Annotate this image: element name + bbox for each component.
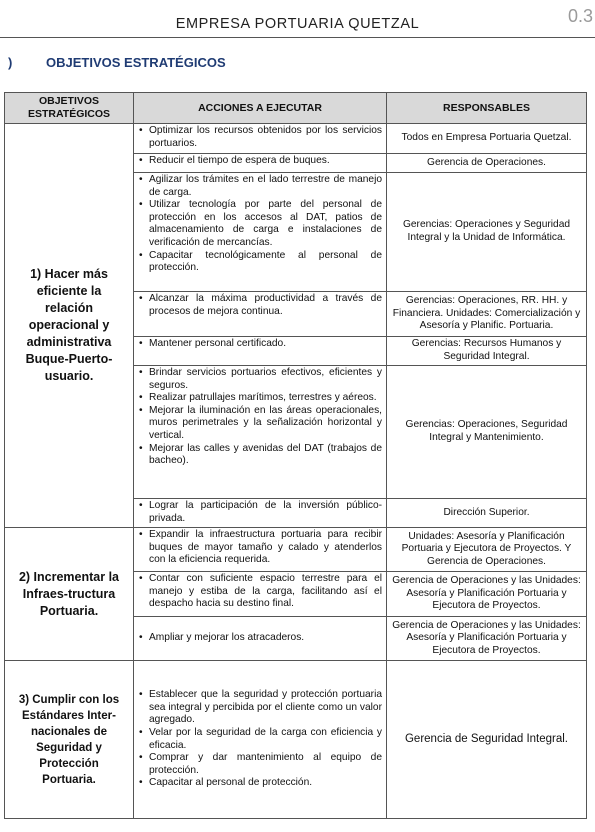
page-number: 0.3 (567, 6, 593, 26)
action-item: • Mejorar la iluminación en las áreas operacionales, muros perimetrales y la señalización horizontal y vertical. (138, 405, 382, 443)
section-marker: ) (8, 55, 13, 70)
actions-cell (134, 292, 387, 337)
table-row (5, 124, 587, 154)
action-item: • Reducir el tiempo de espera de buques. (138, 155, 382, 168)
company-title: EMPRESA PORTUARIA QUETZAL (175, 16, 420, 32)
actions-cell (134, 173, 387, 292)
responsible-cell: Gerencia de Operaciones. (387, 154, 587, 173)
header-rule (0, 37, 595, 38)
actions-cell (134, 366, 387, 499)
col-header-acciones: ACCIONES A EJECUTAR (134, 93, 387, 124)
responsible-cell: Gerencias: Recursos Humanos y Seguridad Integral. (387, 337, 587, 366)
action-item: • Mejorar las calles y avenidas del DAT (trabajos de bacheo). (138, 443, 382, 468)
action-item: • Brindar servicios portuarios efectivos, eficientes y seguros. (138, 367, 382, 392)
action-item: • Agilizar los trámites en el lado terrestre de manejo de carga. (138, 174, 382, 199)
responsible-cell: Todos en Empresa Portuaria Quetzal. (387, 124, 587, 154)
action-item: • Ampliar y mejorar los atracaderos. (138, 632, 382, 645)
action-item: • Comprar y dar mantenimiento al equipo de protección. (138, 752, 382, 777)
responsible-cell: Gerencia de Operaciones y las Unidades: Asesoría y Planificación Portuaria y Ejecutora de Proyectos. (387, 617, 587, 661)
objective-cell: 3) Cumplir con los Estándares Inter-nacionales de Seguridad y Protección Portuaria. (5, 661, 134, 819)
responsible-cell: Gerencias: Operaciones y Seguridad Integral y la Unidad de Informática. (387, 173, 587, 292)
table-header-row (5, 93, 587, 124)
action-item: • Alcanzar la máxima productividad a través de procesos de mejora continua. (138, 293, 382, 318)
table-body (5, 124, 587, 819)
actions-cell (134, 154, 387, 173)
action-item: • Capacitar tecnológicamente al personal de protección. (138, 250, 382, 275)
action-item: • Lograr la participación de la inversión público-privada. (138, 500, 382, 525)
actions-cell (134, 617, 387, 661)
actions-cell (134, 572, 387, 617)
page-header (0, 0, 595, 38)
responsible-cell: Gerencias: Operaciones, RR. HH. y Financiera. Unidades: Comercialización y Asesoría y Planific. Portuaria. (387, 292, 587, 337)
responsible-cell: Dirección Superior. (387, 499, 587, 528)
objective-cell: 1) Hacer más eficiente la relación operacional y administrativa Buque-Puerto-usuario. (5, 124, 134, 528)
action-item: • Utilizar tecnología por parte del personal de protección en los accesos al DAT, patios de almacenamiento de carga e instalaciones de verificación de mercancías. (138, 199, 382, 249)
action-item: • Realizar patrullajes marítimos, terrestres y aéreos. (138, 392, 382, 405)
objective-cell: 2) Incrementar la Infraes-tructura Portuaria. (5, 528, 134, 661)
responsible-cell: Unidades: Asesoría y Planificación Portuaria y Ejecutora de Proyectos. Y Gerencia de Operaciones. (387, 528, 587, 572)
objectives-table (4, 92, 587, 819)
actions-cell (134, 528, 387, 572)
action-item: • Expandir la infraestructura portuaria para recibir buques de mayor tamaño y calado y atenderlos con la eficiencia requerida. (138, 529, 382, 567)
table-row (5, 661, 587, 819)
responsible-cell: Gerencia de Operaciones y las Unidades: Asesoría y Planificación Portuaria y Ejecutora de Proyectos. (387, 572, 587, 617)
action-item: • Optimizar los recursos obtenidos por los servicios portuarios. (138, 125, 382, 150)
responsible-cell: Gerencias: Operaciones, Seguridad Integral y Mantenimiento. (387, 366, 587, 499)
actions-cell (134, 124, 387, 154)
action-item: • Contar con suficiente espacio terrestre para el manejo y estiba de la carga, facilitando así el despacho hacia su destino final. (138, 573, 382, 611)
action-item: • Velar por la seguridad de la carga con eficiencia y eficacia. (138, 727, 382, 752)
section-title: OBJETIVOS ESTRATÉGICOS (46, 55, 226, 70)
col-header-objetivos: OBJETIVOS ESTRATÉGICOS (5, 93, 134, 124)
action-item: • Capacitar al personal de protección. (138, 777, 382, 790)
responsible-cell: Gerencia de Seguridad Integral. (387, 661, 587, 819)
actions-cell (134, 499, 387, 528)
action-item: • Establecer que la seguridad y protección portuaria sea integral y percibida por el cliente como un valor agregado. (138, 689, 382, 727)
table-row (5, 528, 587, 572)
actions-cell (134, 661, 387, 819)
action-item: • Mantener personal certificado. (138, 338, 382, 351)
col-header-responsables: RESPONSABLES (387, 93, 587, 124)
actions-cell (134, 337, 387, 366)
